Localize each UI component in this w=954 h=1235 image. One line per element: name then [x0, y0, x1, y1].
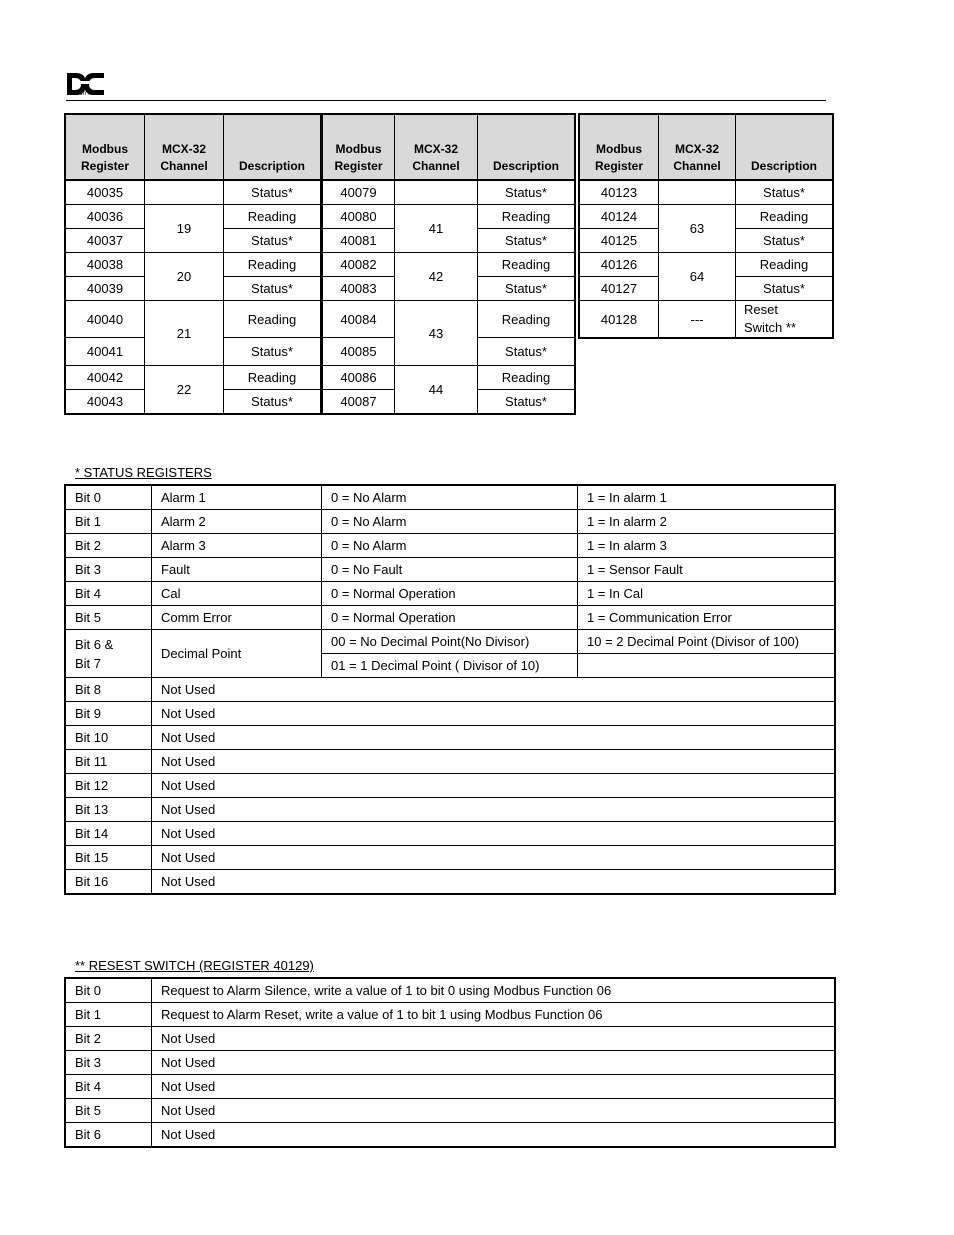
table-row [65, 606, 835, 630]
bit-cell: Bit 1 [65, 510, 152, 534]
reset-switch-title: ** RESEST SWITCH (REGISTER 40129) [75, 958, 314, 973]
table-row [65, 870, 835, 895]
table-row [65, 558, 835, 582]
register-cell: 40038 [65, 253, 145, 277]
bit-cell: Bit 3 [65, 1051, 152, 1075]
register-cell: 40080 [322, 205, 395, 229]
name-cell: Not Used [152, 702, 836, 726]
bit-cell: Bit 6 [65, 1123, 152, 1148]
name-cell: Not Used [152, 870, 836, 895]
description-cell: Status* [478, 180, 576, 205]
table-row [65, 726, 835, 750]
table-row [65, 798, 835, 822]
table-row [65, 774, 835, 798]
table-row [65, 678, 835, 702]
bit-cell: Bit 3 [65, 558, 152, 582]
bit-cell: Bit 0 [65, 978, 152, 1003]
name-cell: Not Used [152, 726, 836, 750]
one-cell: 1 = In alarm 3 [578, 534, 836, 558]
channel-cell: 20 [145, 253, 224, 301]
zero-cell: 0 = No Alarm [322, 510, 578, 534]
table-row [65, 822, 835, 846]
table-row [65, 510, 835, 534]
bit-cell: Bit 0 [65, 485, 152, 510]
register-cell: 40079 [322, 180, 395, 205]
header-description: Description [224, 114, 322, 180]
bit-cell: Bit 4 [65, 582, 152, 606]
channel-cell: --- [659, 301, 736, 339]
register-table-1 [64, 113, 322, 415]
table-row [65, 846, 835, 870]
register-cell: 40126 [579, 253, 659, 277]
status-registers-title: * STATUS REGISTERS [75, 465, 212, 480]
bit-cell: Bit 5 [65, 1099, 152, 1123]
description-cell: Reading [736, 205, 834, 229]
register-cell: 40125 [579, 229, 659, 253]
one-cell: 1 = Communication Error [578, 606, 836, 630]
channel-cell: 43 [395, 301, 478, 366]
one-cell: 1 = In Cal [578, 582, 836, 606]
header-channel: MCX-32 Channel [395, 114, 478, 180]
register-cell: 40127 [579, 277, 659, 301]
one-cell: 1 = In alarm 1 [578, 485, 836, 510]
table-row [65, 630, 835, 654]
channel-cell: 44 [395, 366, 478, 415]
name-cell: Cal [152, 582, 322, 606]
bit-cell: Bit 2 [65, 534, 152, 558]
name-cell: Alarm 3 [152, 534, 322, 558]
channel-cell: 22 [145, 366, 224, 415]
header-rule [66, 100, 826, 101]
zero-cell: 0 = No Fault [322, 558, 578, 582]
description-cell: Status* [478, 277, 576, 301]
description-cell: Status* [736, 277, 834, 301]
register-table-2 [321, 113, 576, 415]
logo-text: detcon inc. [67, 91, 99, 97]
register-cell: 40124 [579, 205, 659, 229]
register-cell: 40086 [322, 366, 395, 390]
one-cell: 1 = Sensor Fault [578, 558, 836, 582]
description-cell: Reading [478, 253, 576, 277]
one-cell: 10 = 2 Decimal Point (Divisor of 100) [578, 630, 836, 654]
table-row [65, 582, 835, 606]
description-cell: Not Used [152, 1051, 836, 1075]
header-channel: MCX-32 Channel [659, 114, 736, 180]
zero-cell: 0 = No Alarm [322, 534, 578, 558]
register-cell: 40087 [322, 390, 395, 415]
header-modbus-register: Modbus Register [579, 114, 659, 180]
table-row [65, 702, 835, 726]
bit-cell: Bit 6 & Bit 7 [65, 630, 152, 678]
bit-cell: Bit 4 [65, 1075, 152, 1099]
channel-cell: 64 [659, 253, 736, 301]
channel-cell: 42 [395, 253, 478, 301]
description-cell: Reading [224, 301, 322, 338]
channel-cell [145, 180, 224, 205]
one-cell [578, 654, 836, 678]
bit-cell: Bit 2 [65, 1027, 152, 1051]
description-cell: Status* [224, 338, 322, 366]
description-cell: Reading [736, 253, 834, 277]
register-cell: 40036 [65, 205, 145, 229]
name-cell: Not Used [152, 798, 836, 822]
channel-cell [395, 180, 478, 205]
name-cell: Not Used [152, 750, 836, 774]
name-cell: Fault [152, 558, 322, 582]
name-cell: Comm Error [152, 606, 322, 630]
channel-cell: 41 [395, 205, 478, 253]
register-cell: 40085 [322, 338, 395, 366]
one-cell: 1 = In alarm 2 [578, 510, 836, 534]
bit-cell: Bit 9 [65, 702, 152, 726]
header-modbus-register: Modbus Register [322, 114, 395, 180]
register-cell: 40035 [65, 180, 145, 205]
table-row [65, 1027, 835, 1051]
table-row [65, 1075, 835, 1099]
description-cell: Status* [224, 229, 322, 253]
header-channel: MCX-32 Channel [145, 114, 224, 180]
bit-cell: Bit 8 [65, 678, 152, 702]
description-cell: Not Used [152, 1075, 836, 1099]
description-cell: Status* [224, 277, 322, 301]
bit-cell: Bit 5 [65, 606, 152, 630]
table-row [65, 485, 835, 510]
zero-cell: 0 = Normal Operation [322, 606, 578, 630]
bit-cell: Bit 14 [65, 822, 152, 846]
table-row [65, 534, 835, 558]
name-cell: Decimal Point [152, 630, 322, 678]
description-cell: Status* [478, 390, 576, 415]
table-row [65, 1099, 835, 1123]
header-description: Description [736, 114, 834, 180]
description-cell: Request to Alarm Reset, write a value of 1 to bit 1 using Modbus Function 06 [152, 1003, 836, 1027]
description-cell: Status* [736, 229, 834, 253]
channel-cell: 63 [659, 205, 736, 253]
register-cell: 40123 [579, 180, 659, 205]
register-cell: 40128 [579, 301, 659, 339]
register-cell: 40043 [65, 390, 145, 415]
table-row [65, 750, 835, 774]
register-cell: 40039 [65, 277, 145, 301]
description-cell-reset-switch: Reset Switch ** [736, 301, 834, 339]
bit-cell: Bit 11 [65, 750, 152, 774]
register-table-3 [578, 113, 834, 339]
bit-cell: Bit 10 [65, 726, 152, 750]
name-cell: Not Used [152, 774, 836, 798]
zero-cell: 0 = Normal Operation [322, 582, 578, 606]
zero-cell: 00 = No Decimal Point(No Divisor) [322, 630, 578, 654]
table-row [65, 1051, 835, 1075]
description-cell: Status* [224, 390, 322, 415]
description-cell: Status* [478, 229, 576, 253]
channel-cell [659, 180, 736, 205]
description-cell: Request to Alarm Silence, write a value of 1 to bit 0 using Modbus Function 06 [152, 978, 836, 1003]
bit-cell: Bit 13 [65, 798, 152, 822]
status-registers-table [64, 484, 836, 895]
register-cell: 40082 [322, 253, 395, 277]
table-row [65, 1003, 835, 1027]
description-cell: Reading [224, 253, 322, 277]
bit-cell: Bit 1 [65, 1003, 152, 1027]
name-cell: Not Used [152, 678, 836, 702]
register-cell: 40083 [322, 277, 395, 301]
bit-cell: Bit 12 [65, 774, 152, 798]
description-cell: Reading [224, 205, 322, 229]
register-cell: 40084 [322, 301, 395, 338]
name-cell: Alarm 2 [152, 510, 322, 534]
name-cell: Not Used [152, 822, 836, 846]
description-cell: Reading [224, 366, 322, 390]
reset-switch-table [64, 977, 836, 1148]
description-cell: Reading [478, 366, 576, 390]
register-cell: 40040 [65, 301, 145, 338]
register-cell: 40081 [322, 229, 395, 253]
description-cell: Not Used [152, 1027, 836, 1051]
header-description: Description [478, 114, 576, 180]
description-cell: Status* [478, 338, 576, 366]
description-cell: Reading [478, 205, 576, 229]
bit-cell: Bit 16 [65, 870, 152, 895]
register-cell: 40041 [65, 338, 145, 366]
channel-cell: 21 [145, 301, 224, 366]
table-row [65, 978, 835, 1003]
header-modbus-register: Modbus Register [65, 114, 145, 180]
description-cell: Not Used [152, 1123, 836, 1148]
zero-cell: 0 = No Alarm [322, 485, 578, 510]
channel-cell: 19 [145, 205, 224, 253]
zero-cell: 01 = 1 Decimal Point ( Divisor of 10) [322, 654, 578, 678]
description-cell: Status* [736, 180, 834, 205]
description-cell: Status* [224, 180, 322, 205]
table-row [65, 1123, 835, 1148]
bit-cell: Bit 15 [65, 846, 152, 870]
register-cell: 40037 [65, 229, 145, 253]
register-cell: 40042 [65, 366, 145, 390]
description-cell: Reading [478, 301, 576, 338]
name-cell: Not Used [152, 846, 836, 870]
name-cell: Alarm 1 [152, 485, 322, 510]
description-cell: Not Used [152, 1099, 836, 1123]
